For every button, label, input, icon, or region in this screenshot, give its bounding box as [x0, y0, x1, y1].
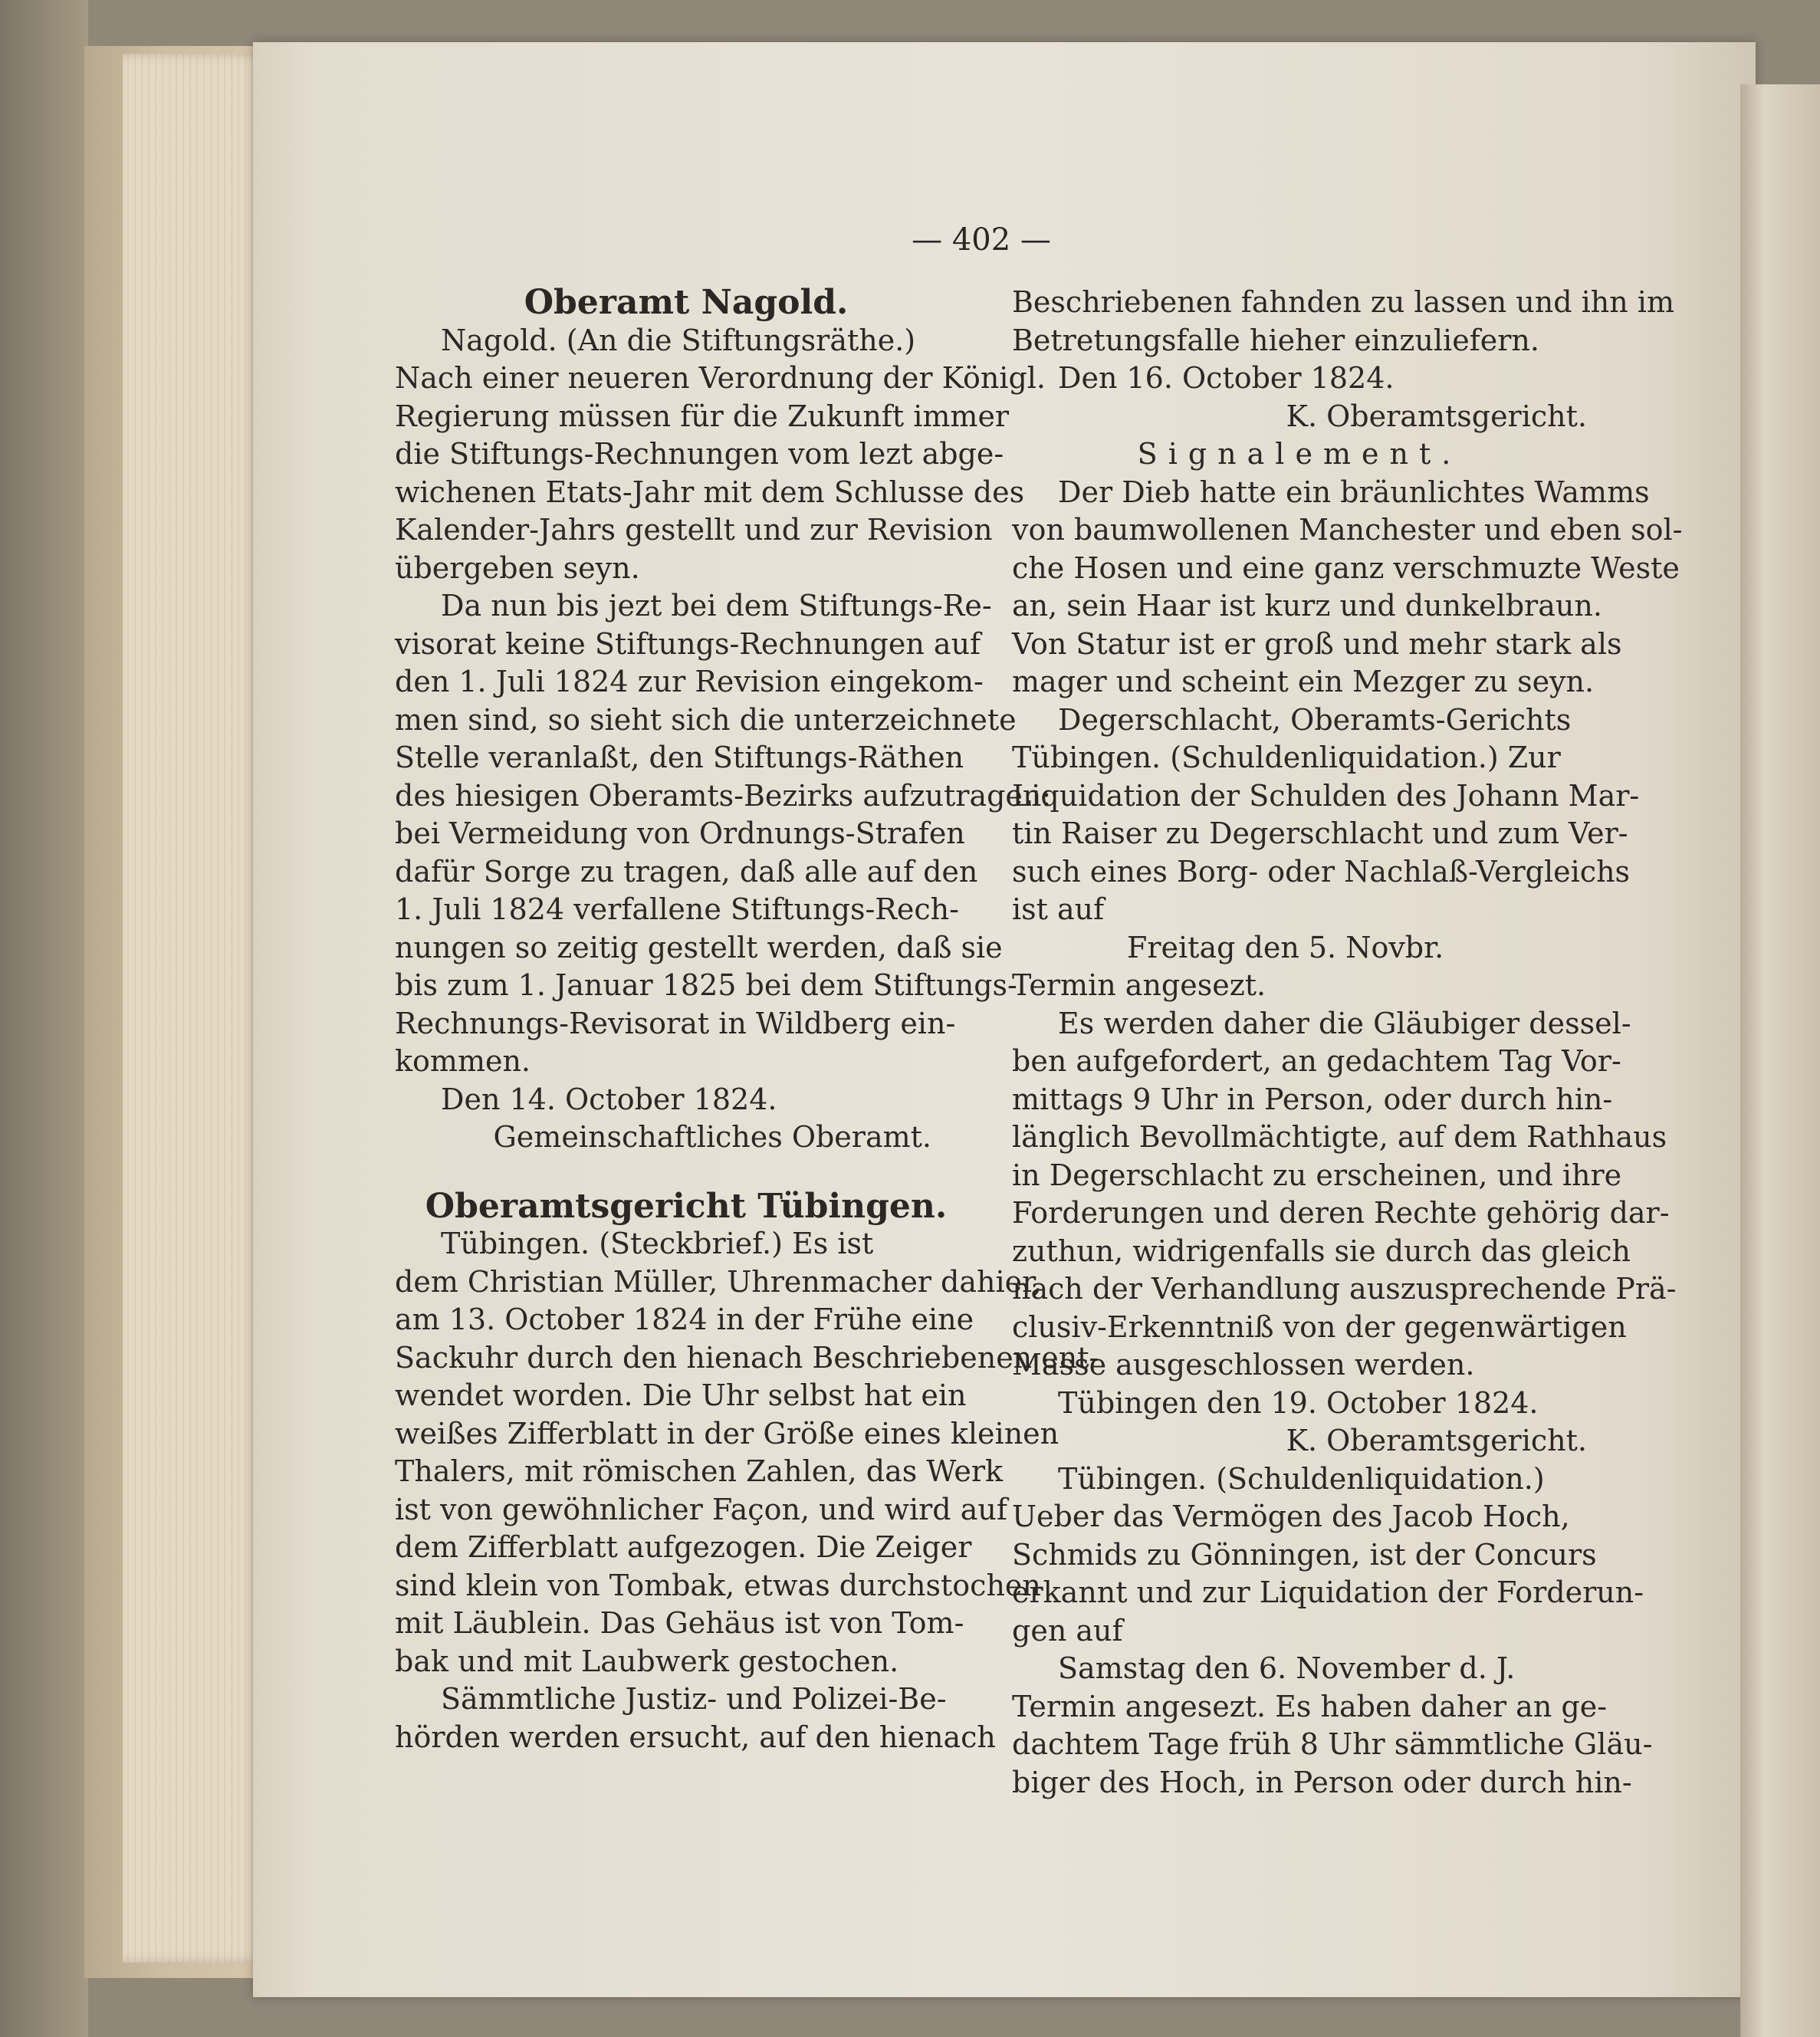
text-line: Termin angesezt. Es haben daher an ge-: [1012, 1689, 1608, 1723]
signature: K. Oberamtsgericht.: [1286, 1424, 1587, 1457]
section-heading: Oberamtsgericht Tübingen.: [425, 1186, 948, 1226]
signalement-heading: Signalement.: [1137, 437, 1462, 471]
text-block: [1012, 284, 1674, 398]
facing-page-edge: [1740, 84, 1820, 2037]
text-line: Sämmtliche Justiz- und Polizei-Be-: [441, 1682, 947, 1716]
text-line: Regierung müssen für die Zukunft immer: [395, 399, 1010, 433]
text-line: nach der Verhandlung auszusprechende Prä-: [1012, 1272, 1677, 1306]
text-line: Tübingen. (Steckbrief.) Es ist: [441, 1227, 874, 1260]
text-line: von baumwollenen Manchester und eben sol-: [1012, 513, 1683, 547]
section-body: [395, 322, 1052, 1119]
text-line: Ueber das Vermögen des Jacob Hoch,: [1012, 1500, 1570, 1533]
text-line: am 13. October 1824 in der Frühe eine: [395, 1303, 974, 1336]
text-line: mit Läublein. Das Gehäus ist von Tom-: [395, 1606, 964, 1640]
text-line: länglich Bevollmächtigte, auf dem Rathhaus: [1012, 1120, 1667, 1154]
text-line: Schmids zu Gönningen, ist der Concurs: [1012, 1537, 1597, 1572]
text-line: Nagold. (An die Stiftungsräthe.): [441, 323, 916, 357]
book-binding-left: [0, 0, 88, 2037]
text-line: men sind, so sieht sich die unterzeichnete: [395, 702, 1017, 737]
text-line: weißes Zifferblatt in der Größe eines kleinen: [395, 1416, 1059, 1451]
page-number: — 402 —: [912, 222, 1051, 258]
text-line: clusiv-Erkenntniß von der gegenwärtigen: [1012, 1309, 1627, 1344]
signature: K. Oberamtsgericht.: [1286, 399, 1587, 433]
text-line: bak und mit Laubwerk gestochen.: [395, 1644, 899, 1678]
text-line: erkannt und zur Liquidation der Forderun-: [1012, 1575, 1644, 1609]
text-line: Sackuhr durch den hienach Beschriebenen ent-: [395, 1340, 1099, 1375]
text-line: biger des Hoch, in Person oder durch hin-: [1012, 1765, 1632, 1799]
text-line: übergeben seyn.: [395, 550, 640, 585]
text-line: Termin angesezt.: [1012, 968, 1266, 1002]
text-line: Den 14. October 1824.: [441, 1082, 777, 1116]
text-line: den 1. Juli 1824 zur Revision eingekom-: [395, 665, 984, 698]
text-line: Rechnungs-Revisorat in Wildberg ein-: [395, 1006, 956, 1040]
text-line: die Stiftungs-Rechnungen vom lezt abge-: [395, 437, 1004, 471]
text-block: [1012, 1460, 1644, 1651]
text-line: Degerschlacht, Oberamts-Gerichts: [1058, 702, 1572, 737]
text-line: Von Statur ist er groß und mehr stark als: [1012, 626, 1622, 661]
text-line: ben aufgefordert, an gedachtem Tag Vor-: [1012, 1044, 1621, 1078]
text-line: sind klein von Tombak, etwas durchstochen: [395, 1568, 1041, 1602]
text-line: an, sein Haar ist kurz und dunkelbraun.: [1012, 589, 1602, 623]
text-block: [1012, 1688, 1653, 1802]
text-line: gen auf: [1012, 1613, 1123, 1648]
text-line: such eines Borg- oder Nachlaß-Vergleichs: [1012, 854, 1631, 889]
text-line: Thalers, mit römischen Zahlen, das Werk: [395, 1454, 1004, 1488]
text-line: Stelle veranlaßt, den Stiftungs-Räthen: [395, 741, 964, 774]
text-line: wichenen Etats-Jahr mit dem Schlusse des: [395, 475, 1025, 509]
signature: Gemeinschaftliches Oberamt.: [493, 1120, 931, 1154]
text-line: Nach einer neueren Verordnung der Königl.: [395, 361, 1046, 395]
text-line: Beschriebenen fahnden zu lassen und ihn im: [1012, 285, 1674, 319]
text-line: ist von gewöhnlicher Façon, und wird auf: [395, 1492, 1007, 1526]
text-line: dem Christian Müller, Uhrenmacher dahier,: [395, 1264, 1043, 1299]
text-line: in Degerschlacht zu erscheinen, und ihre: [1012, 1158, 1622, 1192]
text-line: des hiesigen Oberamts-Bezirks aufzutragen:: [395, 778, 1052, 813]
text-line: Liquidation der Schulden des Johann Mar-: [1012, 778, 1640, 813]
text-line: Tübingen. (Schuldenliquidation.): [1058, 1461, 1545, 1496]
text-line: Kalender-Jahrs gestellt und zur Revision: [395, 513, 993, 547]
text-line: Es werden daher die Gläubiger dessel-: [1058, 1006, 1631, 1040]
text-line: kommen.: [395, 1044, 531, 1078]
text-line: mager und scheint ein Mezger zu seyn.: [1012, 665, 1595, 698]
text-line: bis zum 1. Januar 1825 bei dem Stiftungs-: [395, 968, 1017, 1002]
text-line: Den 16. October 1824.: [1058, 361, 1395, 395]
text-block: [1012, 474, 1683, 929]
text-line: dafür Sorge zu tragen, daß alle auf den: [395, 854, 978, 889]
text-line: Tübingen den 19. October 1824.: [1058, 1385, 1539, 1420]
text-line: Forderungen und deren Rechte gehörig dar-: [1012, 1196, 1670, 1230]
text-line: che Hosen und eine ganz verschmuzte Weste: [1012, 550, 1680, 585]
section-heading: Oberamt Nagold.: [524, 283, 849, 322]
text-line: wendet worden. Die Uhr selbst hat ein: [395, 1378, 967, 1412]
text-line: tin Raiser zu Degerschlacht und zum Ver-: [1012, 816, 1628, 850]
text-block: [1012, 967, 1677, 1422]
text-line: Betretungsfalle hieher einzuliefern.: [1012, 323, 1539, 357]
text-line: Da nun bis jezt bei dem Stiftungs-Re-: [441, 589, 992, 623]
text-line: mittags 9 Uhr in Person, oder durch hin-: [1012, 1082, 1613, 1116]
date-line: Samstag den 6. November d. J.: [1058, 1651, 1516, 1685]
text-line: bei Vermeidung von Ordnungs-Strafen: [395, 816, 965, 850]
text-line: nungen so zeitig gestellt werden, daß sie: [395, 930, 1003, 964]
text-line: zuthun, widrigenfalls sie durch das gleich: [1012, 1234, 1631, 1268]
text-line: ist auf: [1012, 892, 1105, 926]
text-line: Tübingen. (Schuldenliquidation.) Zur: [1012, 741, 1561, 774]
text-line: Masse ausgeschlossen werden.: [1012, 1348, 1475, 1382]
text-line: Der Dieb hatte ein bräunlichtes Wamms: [1058, 475, 1650, 509]
text-line: visorat keine Stiftungs-Rechnungen auf: [395, 626, 981, 661]
text-line: dem Zifferblatt aufgezogen. Die Zeiger: [395, 1530, 972, 1564]
text-line: 1. Juli 1824 verfallene Stiftungs-Rech-: [395, 892, 959, 926]
date-line: Freitag den 5. Novbr.: [1127, 930, 1444, 964]
text-line: dachtem Tage früh 8 Uhr sämmtliche Gläu-: [1012, 1727, 1653, 1761]
right-column: [1012, 284, 1683, 1802]
text-line: hörden werden ersucht, auf den hienach: [395, 1720, 996, 1754]
